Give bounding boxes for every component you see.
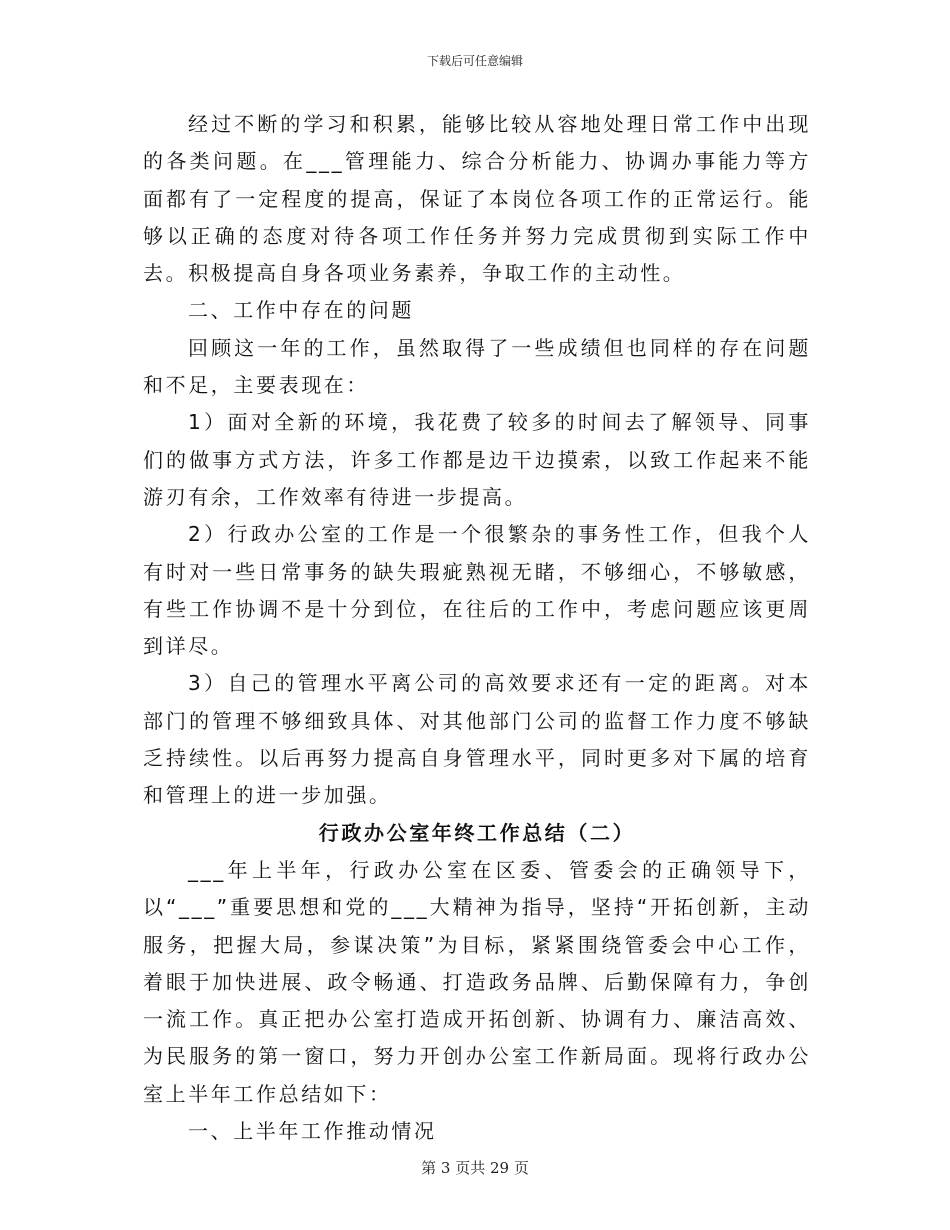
document-title-2: 行政办公室年终工作总结（二） (318, 820, 636, 845)
paragraph-2: 回顾这一年的工作，虽然取得了一些成绩但也同样的存在问题和不足，主要表现在： (143, 335, 811, 398)
header-note: 下载后可任意编辑 (426, 54, 523, 68)
paragraph-3: ___年上半年，行政办公室在区委、管委会的正确领导下，以“___”重要思想和党的___大精神为指导，坚持“开拓创新，主动服务，把握大局，参谋决策”为目标，紧紧围绕管委会中心工作，着眼于加快进展、政令畅通、打造政务品牌、后勤保障有力，争创一流工作。真正把办公室打造成开拓创新、协调有力、廉洁高效、为民服务的第一窗口，努力开创办公室工作新局面。现将行政办公室上半年工作总结如下： (143, 857, 811, 1106)
section-heading-progress: 一、上半年工作推动情况 (188, 1119, 437, 1144)
paragraph-1: 经过不断的学习和积累，能够比较从容地处理日常工作中出现的各类问题。在___管理能力、综合分析能力、协调办事能力等方面都有了一定程度的提高，保证了本岗位各项工作的正常运行。能够以正确的态度对待各项工作任务并努力完成贯彻到实际工作中去。积极提高自身各项业务素养，争取工作的主动性。 (143, 112, 811, 286)
list-item-2: 2）行政办公室的工作是一个很繁杂的事务性工作，但我个人有时对一些日常事务的缺失瑕疵熟视无睹，不够细心，不够敏感，有些工作协调不是十分到位，在往后的工作中，考虑问题应该更周到详尽。 (143, 522, 811, 659)
list-item-1: 1）面对全新的环境，我花费了较多的时间去了解领导、同事们的做事方式方法，许多工作都是边干边摸索，以致工作起来不能游刃有余，工作效率有待进一步提高。 (143, 410, 811, 509)
list-item-3: 3）自己的管理水平离公司的高效要求还有一定的距离。对本部门的管理不够细致具体、对其他部门公司的监督工作力度不够缺乏持续性。以后再努力提高自身管理水平，同时更多对下属的培育和管理上的进一步加强。 (143, 671, 811, 808)
section-heading-problems: 二、工作中存在的问题 (188, 298, 414, 323)
document-body (143, 106, 811, 1150)
page-number: 第 3 页共 29 页 (421, 1159, 529, 1177)
